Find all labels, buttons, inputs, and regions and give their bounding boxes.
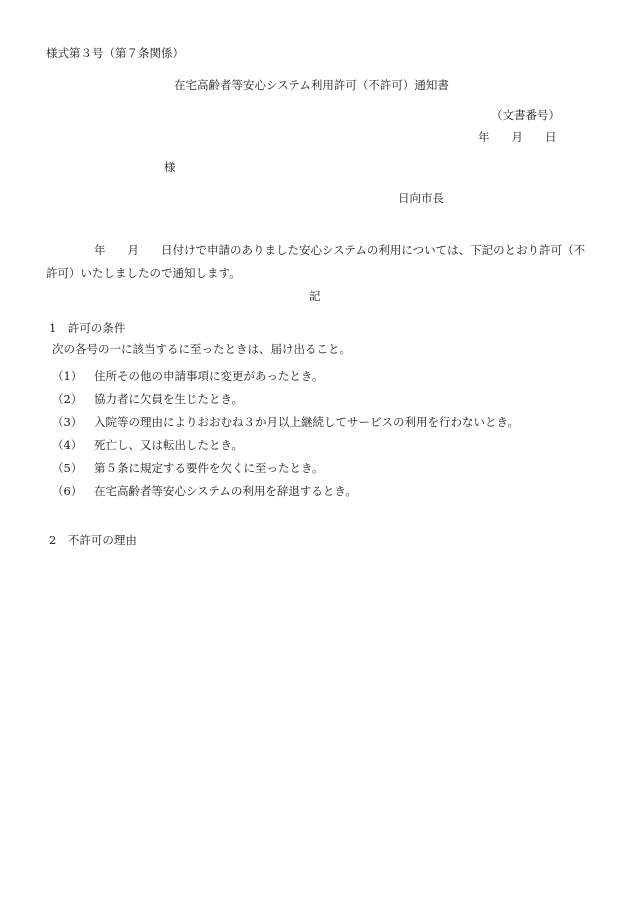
condition-text: 死亡し、又は転出したとき。 <box>94 438 244 452</box>
form-number: 様式第３号（第７条関係） <box>46 46 184 60</box>
date-year: 年 <box>478 130 490 144</box>
list-item <box>52 484 519 507</box>
body-paragraph <box>46 239 586 285</box>
condition-number: （3） <box>52 415 83 429</box>
condition-number: （5） <box>52 461 83 475</box>
list-item <box>52 415 519 438</box>
condition-number: （2） <box>52 392 83 406</box>
list-item <box>52 392 519 415</box>
body-year: 年 <box>94 242 106 257</box>
condition-number: （1） <box>52 369 83 383</box>
list-item <box>52 438 519 461</box>
sender-name: 日向市長 <box>398 191 444 205</box>
body-text: 日付けで申請のありました安心システムの利用については、下記のとおり許可（不許可）いたしましたので通知します。 <box>46 242 586 280</box>
list-item <box>52 461 519 484</box>
issue-date <box>478 130 557 145</box>
conditions-list <box>52 369 519 507</box>
section1-heading: 1 許可の条件 <box>49 321 126 335</box>
date-day: 日 <box>545 130 557 144</box>
document-number: （文書番号） <box>491 108 560 122</box>
condition-number: （6） <box>52 484 83 498</box>
section2-heading: 2 不許可の理由 <box>49 533 137 547</box>
ki-heading: 記 <box>309 289 321 303</box>
body-month: 月 <box>127 242 139 257</box>
list-item <box>52 369 519 392</box>
date-month: 月 <box>511 130 523 144</box>
condition-text: 協力者に欠員を生じたとき。 <box>94 392 244 406</box>
condition-text: 住所その他の申請事項に変更があったとき。 <box>94 369 324 383</box>
section1-intro: 次の各号の一に該当するに至ったときは、届け出ること。 <box>52 342 351 356</box>
condition-text: 在宅高齢者等安心システムの利用を辞退するとき。 <box>94 484 357 498</box>
addressee-honorific: 様 <box>164 160 176 174</box>
condition-text: 第５条に規定する要件を欠くに至ったとき。 <box>94 461 324 475</box>
condition-text: 入院等の理由によりおおむね３か月以上継続してサービスの利用を行わないとき。 <box>94 415 520 429</box>
document-title: 在宅高齢者等安心システム利用許可（不許可）通知書 <box>174 78 449 92</box>
condition-number: （4） <box>52 438 83 452</box>
